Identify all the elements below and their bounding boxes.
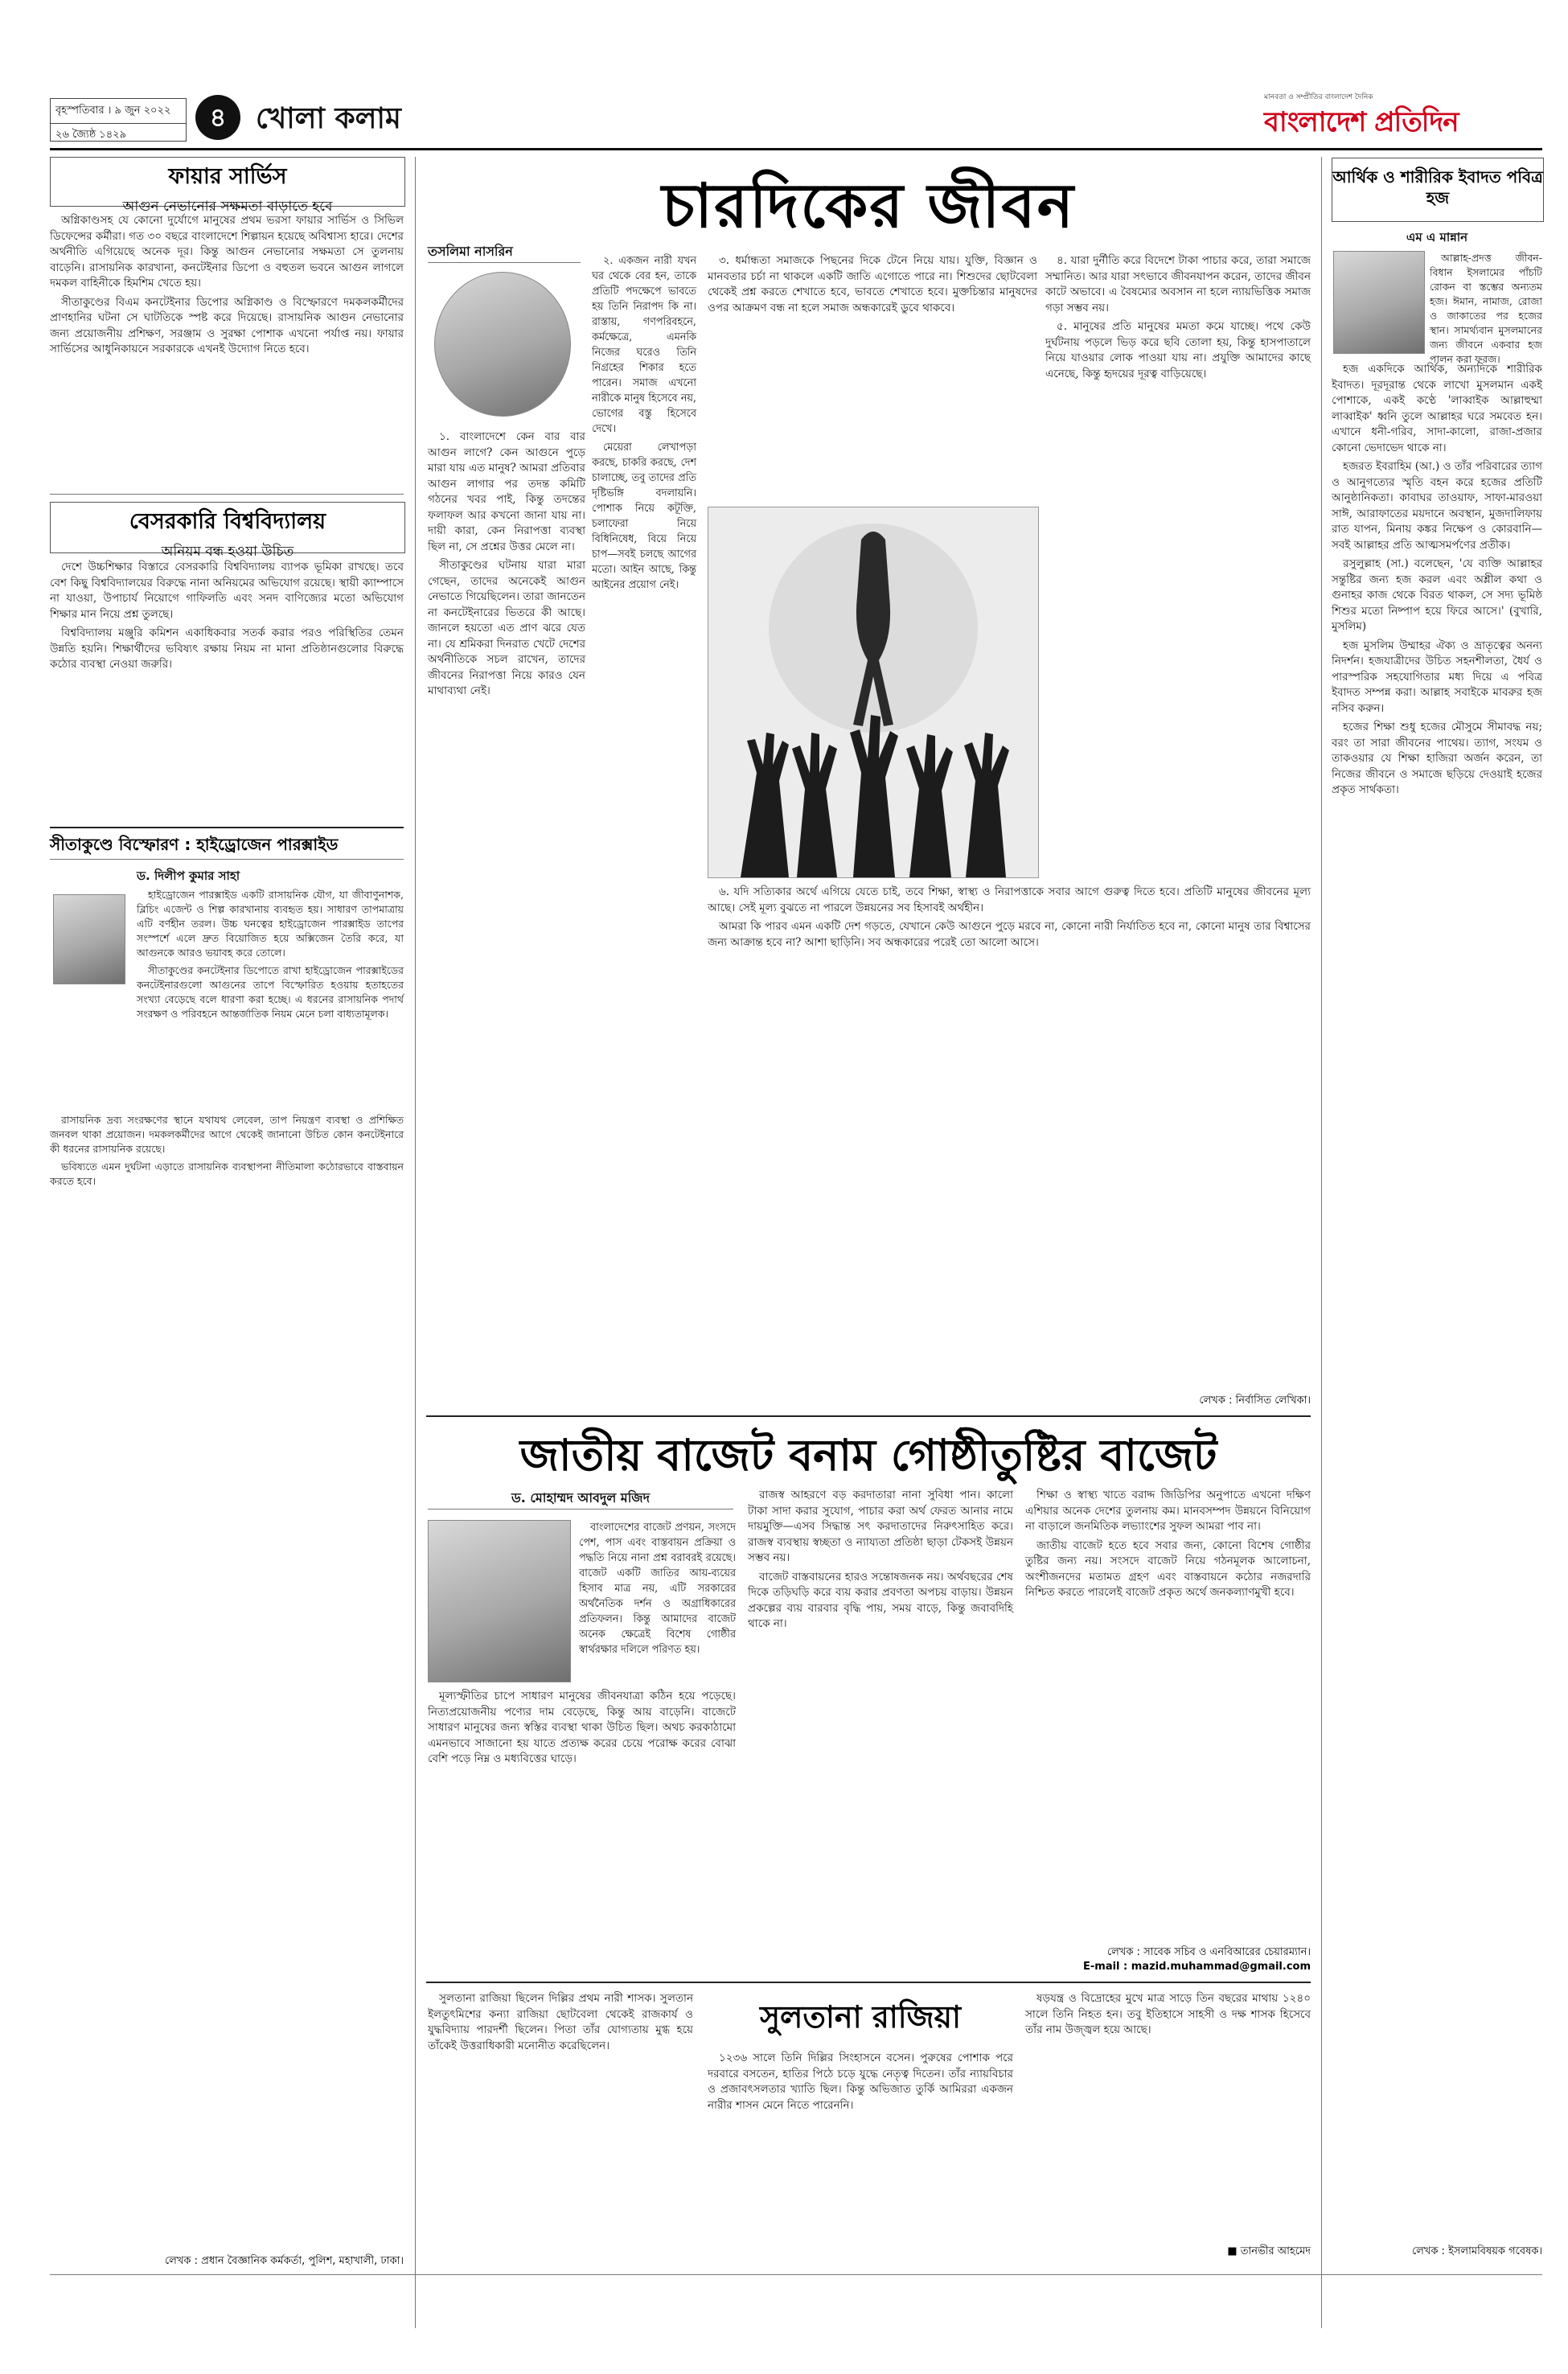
religion-title-box: [1332, 158, 1544, 222]
author-photo-religion: [1333, 251, 1425, 354]
fire-service-para: সীতাকুণ্ডের বিএম কনটেইনার ডিপোর অগ্নিকাণ্ড ও বিস্ফোরণে দমকলকর্মীদের প্রাণহানির ঘটনা সে ঘাটতিকে স্পষ্ট করে দিয়েছে। রাসায়নিক আগুন নেভানোর জন্য প্রয়োজনীয় প্রশিক্ষণ, সরঞ্জাম ও সুরক্ষা পোশাক এখনো পর্যাপ্ত নয়। ফায়ার সার্ভিসের আধুনিকায়নে সরকারকে এখনই উদ্যোগ নিতে হবে।: [50, 295, 404, 355]
budget-email: E-mail : mazid.muhammad@gmail.com: [1083, 1961, 1311, 1973]
budget-col3: [1025, 1488, 1311, 1938]
main-article-para: ৫. মানুষের প্রতি মানুষের মমতা কমে যাচ্ছে। পথে কেউ দুর্ঘটনায় পড়লে ভিড় করে ছবি তোলা হয়, কিন্তু হাসপাতালে নিয়ে যাওয়ার লোক পাওয়া যায় না। প্রযুক্তি আমাদের কাছে এনেছে, কিন্তু হৃদয়ের দূরত্ব বাড়িয়েছে।: [1045, 320, 1311, 380]
article-illustration: [708, 507, 1039, 878]
page-bottom-rule: [50, 2274, 1542, 2275]
sultana-para: ১২৩৬ সালে তিনি দিল্লির সিংহাসনে বসেন। পুরুষের পোশাক পরে দরবারে বসতেন, হাতির পিঠে চড়ে যুদ্ধে নেতৃত্ব দিতেন। তাঁর ন্যায়বিচার ও প্রজাবৎসলতার খ্যাতি ছিল। কিন্তু অভিজাত তুর্কি আমিররা একজন নারীর শাসন মেনে নিতে পারেননি।: [708, 2052, 1013, 2112]
religion-para: হজের শিক্ষা শুধু হজের মৌসুমে সীমাবদ্ধ নয়; বরং তা সারা জীবনের পাথেয়। ত্যাগ, সংযম ও তাকওয়ার যে শিক্ষা হাজিরা অর্জন করেন, তা নিজের জীবনে ও সমাজে ছড়িয়ে দেওয়াই হজের প্রকৃত সার্থকতা।: [1332, 721, 1542, 796]
main-article-bottom: [708, 885, 1311, 1367]
paper-tagline: মানবতা ও সম্প্রীতির বাংলাদেশ দৈনিক: [1264, 93, 1373, 101]
page-number-badge: [195, 95, 240, 140]
main-article-para: ২. একজন নারী যখন ঘর থেকে বের হন, তাকে প্রতিটি পদক্ষেপে ভাবতে হয় তিনি নিরাপদ কি না। রাস্তায়, গণপরিবহনে, কর্মক্ষেত্রে, এমনকি নিজের ঘরেও তিনি নিগ্রহের শিকার হতে পারেন। সমাজ এখনো নারীকে মানুষ হিসেবে নয়, ভোগের বস্তু হিসেবে দেখে।: [592, 255, 696, 435]
private-university-subtitle: অনিয়ম বন্ধ হওয়া উচিত: [161, 544, 294, 560]
sitakunda-signature: লেখক : প্রধান বৈজ্ঞানিক কর্মকর্তা, পুলিশ, মহাখালী, ঢাকা।: [164, 2255, 404, 2267]
private-university-para: বিশ্ববিদ্যালয় মঞ্জুরি কমিশন একাধিকবার সতর্ক করার পরও পরিস্থিতির তেমন উন্নতি হয়নি। শিক্ষার্থীদের ভবিষ্যৎ রক্ষায় নিয়ম না মানা প্রতিষ্ঠানগুলোর বিরুদ্ধে কঠোর ব্যবস্থা নেওয়া জরুরি।: [50, 626, 404, 671]
main-article-para: ৪. যারা দুর্নীতি করে বিদেশে টাকা পাচার করে, তারা সমাজে সম্মানিত। আর যারা সৎভাবে জীবনযাপন করেন, তাদের জীবন কাটে অভাবে। এ বৈষম্যের অবসান না হলে ন্যায়ভিত্তিক সমাজ গড়া সম্ভব নয়।: [1045, 254, 1311, 314]
budget-col1: [579, 1520, 736, 1681]
budget-para: বাজেট বাস্তবায়নের হারও সন্তোষজনক নয়। অর্থবছরের শেষ দিকে তড়িঘড়ি করে ব্যয় করার প্রবণতা অপচয় বাড়ায়। উন্নয়ন প্রকল্পের ব্যয় বারবার বৃদ্ধি পায়, সময় বাড়ে, কিন্তু জবাবদিহি থাকে না।: [748, 1570, 1013, 1630]
religion-body: [1430, 251, 1542, 365]
sitakunda-para: সীতাকুণ্ডের কনটেইনার ডিপোতে রাখা হাইড্রোজেন পারক্সাইডের কনটেইনারগুলো আগুনের তাপে বিস্ফোরিত হওয়ায় হতাহতের সংখ্যা বেড়েছে বলে ধারণা করা হচ্ছে। এ ধরনের রাসায়নিক পদার্থ সংরক্ষণ ও পরিবহনে আন্তর্জাতিক নিয়ম মেনে চলা বাধ্যতামূলক।: [137, 964, 404, 1020]
column-rule-left: [415, 157, 416, 2328]
main-article-para: আমরা কি পারব এমন একটি দেশ গড়তে, যেখানে কেউ আগুনে পুড়ে মরবে না, কোনো নারী নির্যাতিত হবে না, কোনো মানুষ তার বিশ্বাসের জন্য আক্রান্ত হবে না? আশা ছাড়িনি। সব অন্ধকারের পরেই তো আলো আসে।: [708, 920, 1311, 949]
private-university-title-box: [50, 502, 405, 560]
date-box: [50, 98, 187, 142]
fire-service-title: ফায়ার সার্ভিস: [168, 164, 287, 189]
budget-para: বাংলাদেশের বাজেট প্রণয়ন, সংসদে পেশ, পাস এবং বাস্তবায়ন প্রক্রিয়া ও পদ্ধতি নিয়ে নানা প্রশ্ন বরাবরই রয়েছে। বাজেট একটি জাতির আয়-ব্যয়ের হিসাব মাত্র নয়, এটি সরকারের অর্থনৈতিক দর্শন ও অগ্রাধিকারের প্রতিফলন। কিন্তু আমাদের বাজেট অনেক ক্ষেত্রেই বিশেষ গোষ্ঠীর স্বার্থরক্ষার দলিলে পরিণত হয়।: [579, 1522, 736, 1656]
sitakunda-para: ভবিষ্যতে এমন দুর্ঘটনা এড়াতে রাসায়নিক ব্যবস্থাপনা নীতিমালা কঠোরভাবে বাস্তবায়ন করতে হবে।: [50, 1160, 404, 1187]
author-photo-budget: [428, 1520, 571, 1682]
main-article-col2: [708, 253, 1037, 499]
main-article-para: মেয়েরা লেখাপড়া করছে, চাকরি করছে, দেশ চালাচ্ছে, তবু তাদের প্রতি দৃষ্টিভঙ্গি বদলায়নি। পোশাক নিয়ে কটূক্তি, চলাফেরা নিয়ে বিধিনিষেধ, বিয়ে নিয়ে চাপ—সবই চলছে আগের মতো। আইন আছে, কিন্তু আইনের প্রয়োগ নেই।: [592, 442, 696, 591]
religion-para: আল্লাহ-প্রদত্ত জীবন-বিধান ইসলামের পাঁচটি রোকন বা স্তম্ভের অন্যতম হজ। ঈমান, নামাজ, রোজা ও জাকাতের পর হজের স্থান। সামর্থ্যবান মুসলমানের জন্য জীবনে একবার হজ পালন করা ফরজ।: [1430, 252, 1542, 365]
main-bottom-rule: [426, 1415, 1311, 1417]
hands-reaching-illustration: [708, 507, 1038, 877]
religion-para: হজরত ইবরাহিম (আ.) ও তাঁর পরিবারের ত্যাগ ও আনুগত্যের স্মৃতি বহন করে হজের প্রতিটি আনুষ্ঠানিকতা। কাবাঘর তাওয়াফ, সাফা-মারওয়া সাঈ, আরাফাতের ময়দানে অবস্থান, মুজদালিফায় রাত যাপন, মিনায় কঙ্কর নিক্ষেপ ও কোরবানি—সবই আল্লাহর প্রতি আত্মসমর্পণের প্রতীক।: [1332, 460, 1542, 552]
fire-service-body: [50, 213, 404, 487]
main-article-para: ১. বাংলাদেশে কেন বার বার আগুন লাগে? কেন আগুনে পুড়ে মারা যায় এত মানুষ? আমরা প্রতিবার আগুন লাগার পর তদন্ত কমিটি গঠনের খবর পাই, কিন্তু তদন্তের ফলাফল আর কখনো জানা যায় না। দায়ী কারা, কেন নিরাপত্তা ব্যবস্থা ছিল না, সে প্রশ্নের উত্তর মেলে না।: [428, 430, 585, 553]
page-number: ৪: [209, 102, 227, 133]
sultana-title: সুলতানা রাজিয়া: [759, 1999, 962, 2035]
main-article-col1b: [592, 253, 696, 1411]
sultana-col3: [1025, 1991, 1311, 2236]
fire-service-para: অগ্নিকাণ্ডসহ যে কোনো দুর্যোগে মানুষের প্রথম ভরসা ফায়ার সার্ভিস ও সিভিল ডিফেন্সের কর্মীরা। গত ৩০ বছরে বাংলাদেশে শিল্পায়ন হয়েছে অবিশ্বাস্য হারে। দেশের অর্থনীতি এগিয়েছে অনেক দূর। কিন্তু আগুন নেভানোর সক্ষমতা সে তুলনায় বাড়েনি। রাসায়নিক কারখানা, কনটেইনার ডিপো ও বহুতল ভবনে আগুন লাগলে দমকল বাহিনীকে হিমশিম খেতে হয়।: [50, 214, 404, 290]
main-article-author: তসলিমা নাসরিন: [428, 244, 513, 259]
left-divider-2: [50, 827, 404, 828]
budget-article-title: জাতীয় বাজেট বনাম গোষ্ঠীতুষ্টির বাজেট: [519, 1430, 1217, 1481]
budget-article-author: ড. মোহাম্মদ আবদুল মজিদ: [511, 1490, 650, 1505]
main-article-col1: [428, 429, 585, 1414]
religion-signature: লেখক : ইসলামবিষয়ক গবেষক।: [1411, 2245, 1542, 2257]
fire-service-subtitle: আগুন নেভানোর সক্ষমতা বাড়াতে হবে: [122, 199, 333, 215]
main-article-signature: লেখক : নির্বাসিত লেখিকা।: [1199, 1394, 1311, 1407]
budget-para: রাজস্ব আহরণে বড় করদাতারা নানা সুবিধা পান। কালো টাকা সাদা করার সুযোগ, পাচার করা অর্থ ফেরত আনার নামে দায়মুক্তি—এসব সিদ্ধান্ত সৎ করদাতাদের নিরুৎসাহিত করে। রাজস্ব ব্যবস্থায় স্বচ্ছতা ও ন্যায্যতা প্রতিষ্ঠা ছাড়া টেকসই উন্নয়ন সম্ভব নয়।: [748, 1489, 1013, 1564]
sitakunda-para: রাসায়নিক দ্রব্য সংরক্ষণের স্থানে যথাযথ লেবেল, তাপ নিয়ন্ত্রণ ব্যবস্থা ও প্রশিক্ষিত জনবল থাকা প্রয়োজন। দমকলকর্মীদের আগে থেকেই জানানো উচিত কোন কনটেইনারে কী ধরনের রাসায়নিক রয়েছে।: [50, 1114, 404, 1155]
section-name: খোলা কলাম: [256, 102, 401, 135]
private-university-para: দেশে উচ্চশিক্ষার বিস্তারে বেসরকারি বিশ্ববিদ্যালয় ব্যাপক ভূমিকা রাখছে। তবে বেশ কিছু বিশ্ববিদ্যালয়ের বিরুদ্ধে নানা অনিয়মের অভিযোগ রয়েছে। স্থায়ী ক্যাম্পাসে না যাওয়া, উপাচার্য নিয়োগে গাফিলতি এবং সনদ বাণিজ্যের মতো অভিযোগ শিক্ষার মান নিয়ে প্রশ্ন তুলছে।: [50, 561, 404, 621]
date-line-2: ২৬ জ্যৈষ্ঠ ১৪২৯: [55, 129, 127, 141]
sitakunda-title: সীতাকুণ্ডে বিস্ফোরণ : হাইড্রোজেন পারক্সাইড: [50, 835, 339, 854]
sultana-para: সুলতানা রাজিয়া ছিলেন দিল্লির প্রথম নারী শাসক। সুলতান ইলতুৎমিশের কন্যা রাজিয়া ছোটবেলা থেকেই রাজকার্য ও যুদ্ধবিদ্যায় পারদর্শী ছিলেন। পিতা তাঁর যোগ্যতায় মুগ্ধ হয়ে তাঁকেই উত্তরাধিকারী মনোনীত করেছিলেন।: [428, 1992, 693, 2052]
religion-para: রসুলুল্লাহ (সা.) বলেছেন, 'যে ব্যক্তি আল্লাহর সন্তুষ্টির জন্য হজ করল এবং অশ্লীল কথা ও গুনাহর কাজ থেকে বিরত থাকল, সে সদ্য ভূমিষ্ঠ শিশুর মতো নিষ্পাপ হয়ে ফিরে আসে।' (বুখারি, মুসলিম): [1332, 557, 1542, 633]
religion-body-cont: [1332, 362, 1542, 2228]
author-photo-taslima: [434, 272, 571, 417]
fire-service-title-box: [50, 157, 405, 215]
private-university-title: বেসরকারি বিশ্ববিদ্যালয়: [129, 509, 326, 534]
budget-para: জাতীয় বাজেট হতে হবে সবার জন্য, কোনো বিশেষ গোষ্ঠীর তুষ্টির জন্য নয়। সংসদে বাজেট নিয়ে গঠনমূলক আলোচনা, অংশীজনদের মতামত গ্রহণ এবং বাস্তবায়নে কঠোর নজরদারি নিশ্চিত করতে পারলেই বাজেট প্রকৃত অর্থে জনকল্যাণমুখী হবে।: [1025, 1538, 1311, 1599]
sultana-col2: [708, 2051, 1013, 2257]
masthead-rule: [50, 148, 1542, 150]
sitakunda-body-cont: [50, 1113, 404, 2243]
sitakunda-author: ড. দিলীপ কুমার সাহা: [137, 869, 240, 883]
religion-author: এম এ মান্নান: [1406, 230, 1468, 244]
religion-para: হজ একদিকে আর্থিক, অন্যদিকে শারীরিক ইবাদত। দূরদূরান্ত থেকে লাখো মুসলমান একই পোশাকে, একই কণ্ঠে 'লাব্বাইক আল্লাহুম্মা লাব্বাইক' ধ্বনি তুলে আল্লাহর ঘরে সমবেত হন। এখানে ধনী-গরিব, সাদা-কালো, রাজা-প্রজার কোনো ভেদাভেদ থাকে না।: [1332, 363, 1542, 454]
sitakunda-para: হাইড্রোজেন পারক্সাইড একটি রাসায়নিক যৌগ, যা জীবাণুনাশক, ব্লিচিং এজেন্ট ও শিল্প কারখানায় ব্যবহৃত হয়। সাধারণ তাপমাত্রায় এটি বর্ণহীন তরল। উচ্চ ঘনত্বের হাইড্রোজেন পারক্সাইড তাপের সংস্পর্শে এলে দ্রুত বিয়োজিত হয়ে অক্সিজেন তৈরি করে, যা আগুনকে আরও ভয়াবহ করে তোলে।: [137, 889, 404, 959]
budget-bottom-rule: [426, 1982, 1311, 1983]
budget-col2: [748, 1488, 1013, 1974]
sultana-signature: ■ তানভীর আহমেদ: [1227, 2245, 1311, 2257]
date-line-1: বৃহস্পতিবার । ৯ জুন ২০২২: [51, 99, 186, 124]
column-rule-right: [1321, 157, 1322, 2328]
budget-signature: লেখক : সাবেক সচিব ও এনবিআরের চেয়ারম্যান।: [1106, 1946, 1311, 1958]
main-author-rule: [428, 262, 581, 263]
religion-para: হজ মুসলিম উম্মাহর ঐক্য ও ভ্রাতৃত্বের অনন্য নিদর্শন। হজযাত্রীদের উচিত সহনশীলতা, ধৈর্য ও পারস্পরিক সহযোগিতার মধ্য দিয়ে এ পবিত্র ইবাদত সম্পন্ন করা। আল্লাহ সবাইকে মাবরুর হজ নসিব করুন।: [1332, 639, 1542, 715]
budget-para: শিক্ষা ও স্বাস্থ্য খাতে বরাদ্দ জিডিপির অনুপাতে এখনো দক্ষিণ এশিয়ার অনেক দেশের তুলনায় কম। মানবসম্পদ উন্নয়নে বিনিয়োগ না বাড়ালে জনমিতিক লভ্যাংশের সুফল আমরা পাব না।: [1025, 1489, 1311, 1533]
author-photo-sitakunda: [53, 894, 125, 984]
left-divider-1: [50, 494, 404, 495]
religion-title: আর্থিক ও শারীরিক ইবাদত পবিত্র হজ: [1332, 167, 1543, 207]
private-university-body: [50, 560, 404, 821]
main-article-para: ৬. যদি সত্যিকার অর্থে এগিয়ে যেতে চাই, তবে শিক্ষা, স্বাস্থ্য ও নিরাপত্তাকে সবার আগে গুরুত্ব দিতে হবে। প্রতিটি মানুষের জীবনের মূল্য আছে। সেই মূল্য বুঝতে না পারলে উন্নয়নের সব হিসাবই অর্থহীন।: [708, 885, 1311, 914]
paper-logo: বাংলাদেশ প্রতিদিন: [1264, 106, 1459, 138]
main-article-col3: [1045, 253, 1311, 881]
budget-para: মূল্যস্ফীতির চাপে সাধারণ মানুষের জীবনযাত্রা কঠিন হয়ে পড়েছে। নিত্যপ্রয়োজনীয় পণ্যের দাম বেড়েছে, কিন্তু আয় বাড়েনি। বাজেটে সাধারণ মানুষের জন্য স্বস্তির ব্যবস্থা থাকা উচিত ছিল। অথচ করকাঠামো এমনভাবে সাজানো হয় যাতে প্রত্যক্ষ করের চেয়ে পরোক্ষ করের বোঝা বেশি পড়ে নিম্ন ও মধ্যবিত্তের ঘাড়ে।: [428, 1690, 736, 1765]
main-article-para: সীতাকুণ্ডের ঘটনায় যারা মারা গেছেন, তাদের অনেকেই আগুন নেভাতে গিয়েছিলেন। তারা জানতেন না কনটেইনারের ভিতরে কী আছে। জানলে হয়তো এত প্রাণ ঝরে যেত না। যে শ্রমিকরা দিনরাত খেটে দেশের অর্থনীতিকে সচল রাখেন, তাদের জীবনের নিরাপত্তা নিয়ে কারও যেন মাথাব্যথা নেই।: [428, 559, 585, 697]
main-article-title: চারদিকের জীবন: [662, 170, 1075, 241]
sitakunda-body: [137, 888, 404, 1105]
sitakunda-title-rule: [50, 859, 404, 860]
sultana-col1: [428, 1991, 693, 2257]
sultana-title-box: [708, 1991, 1013, 2043]
sultana-para: ষড়যন্ত্র ও বিদ্রোহের মুখে মাত্র সাড়ে তিন বছরের মাথায় ১২৪০ সালে তিনি নিহত হন। তবু ইতিহাসে সাহসী ও দক্ষ শাসক হিসেবে তাঁর নাম উজ্জ্বল হয়ে আছে।: [1025, 1992, 1311, 2036]
main-article-para: ৩. ধর্মান্ধতা সমাজকে পিছনের দিকে টেনে নিয়ে যায়। যুক্তি, বিজ্ঞান ও মানবতার চর্চা না থাকলে একটি জাতি এগোতে পারে না। শিশুদের ছোটবেলা থেকেই প্রশ্ন করতে শেখাতে হবে, ভাবতে শেখাতে হবে। মুক্তচিন্তার মানুষদের ওপর আক্রমণ বন্ধ না হলে সমাজ অন্ধকারেই ডুবে থাকবে।: [708, 254, 1037, 314]
budget-col1-cont: [428, 1689, 736, 1974]
